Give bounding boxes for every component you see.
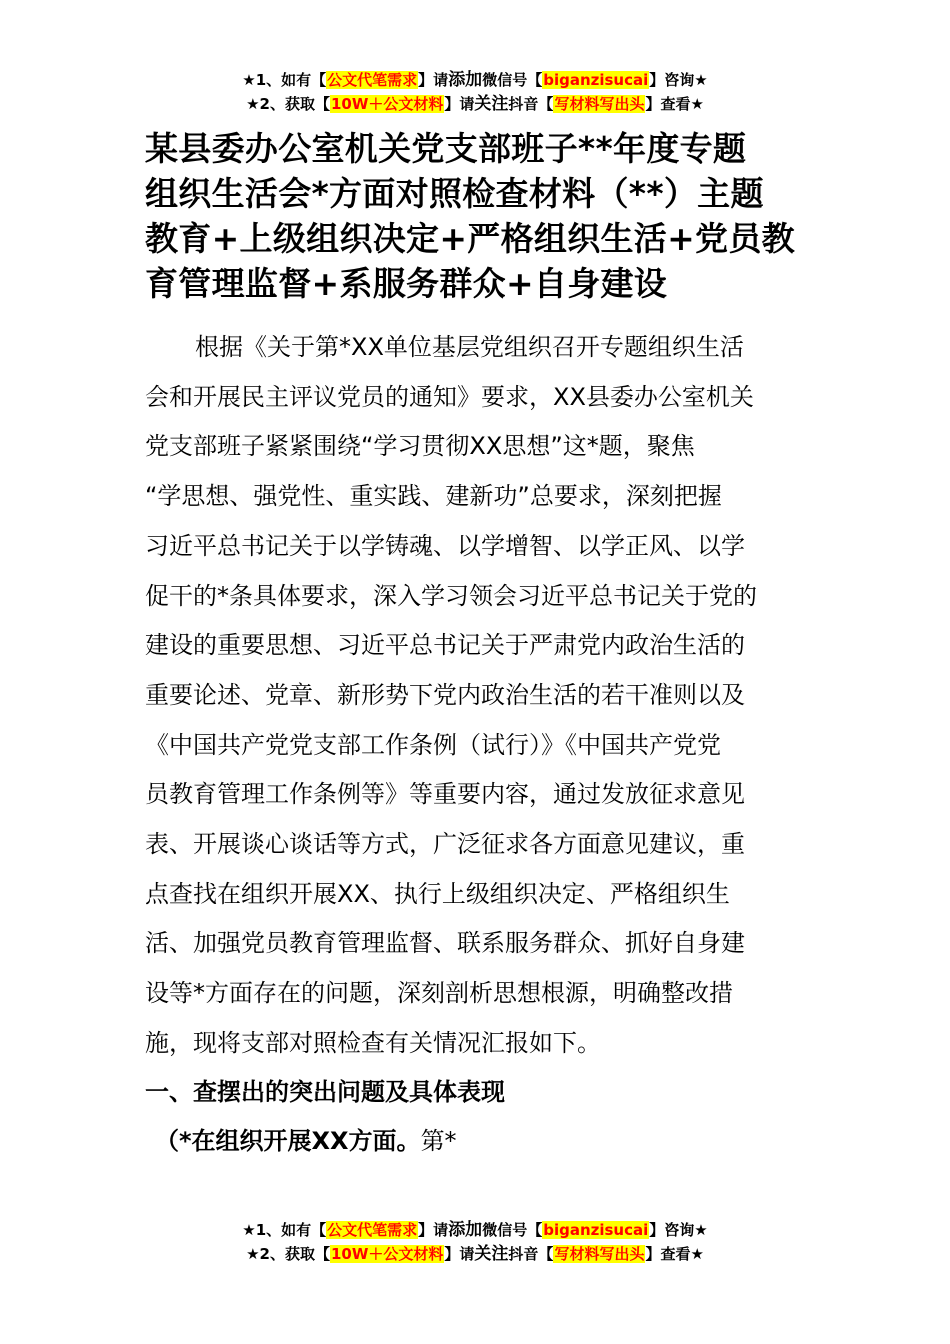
body-line: 表、开展谈心谈话等方式，广泛征求各方面意见建议，重 <box>145 830 745 859</box>
banner-text: 】请 <box>444 95 475 113</box>
body-line: 会和开展民主评议党员的通知》要求，XX县委办公室机关 <box>145 382 754 411</box>
banner-text: 抖音【 <box>508 95 554 113</box>
body-line: 习近平总书记关于以学铸魂、以学增智、以学正风、以学 <box>145 531 745 560</box>
banner-line-1 <box>0 1218 950 1242</box>
banner-highlight: 公文代笔需求 <box>327 71 418 89</box>
title-line: 某县委办公室机关党支部班子**年度专题 <box>145 129 747 168</box>
banner-text: ★1、如有【 <box>242 71 327 89</box>
banner-text: 】请 <box>444 1245 475 1263</box>
banner-text: 关注 <box>474 1244 509 1264</box>
banner-text: 添加 <box>448 1220 483 1240</box>
body-line: 活、加强党员教育管理监督、联系服务群众、抓好自身建 <box>145 929 745 958</box>
body-line: 促干的*条具体要求，深入学习领会习近平总书记关于党的 <box>145 581 757 610</box>
banner-text: 】请 <box>418 1221 449 1239</box>
banner-text: 】咨询★ <box>649 71 708 89</box>
body-paragraph <box>145 323 805 1069</box>
banner-text: 】查看★ <box>645 1245 704 1263</box>
body-line: 设等*方面存在的问题，深刻剖析思想根源，明确整改措 <box>145 979 733 1008</box>
banner-text: ★1、如有【 <box>242 1221 327 1239</box>
body-line: 员教育管理工作条例等》等重要内容，通过发放征求意见 <box>145 780 745 809</box>
body-line: 建设的重要思想、习近平总书记关于严肃党内政治生活的 <box>145 631 745 660</box>
banner-text: 】请 <box>418 71 449 89</box>
body-line: 根据《关于第*XX单位基层党组织召开专题组织生活 <box>195 333 744 361</box>
body-line: 点查找在组织开展XX、执行上级组织决定、严格组织生 <box>145 879 730 908</box>
title-line: 组织生活会*方面对照检查材料（**）主题 <box>145 174 764 213</box>
banner-text: 】咨询★ <box>649 1221 708 1239</box>
banner-highlight: 10W＋公文材料 <box>330 95 444 113</box>
wechat-id-highlight: biganzisucai <box>543 71 649 89</box>
banner-line-2 <box>0 1242 950 1266</box>
banner-text: 添加 <box>448 70 483 90</box>
bottom-banner <box>0 1218 950 1266</box>
banner-text: 微信号【 <box>482 71 543 89</box>
douyin-highlight: 写材料写出头 <box>554 95 645 113</box>
body-line: 施，现将支部对照检查有关情况汇报如下。 <box>145 1028 601 1057</box>
wechat-id-highlight: biganzisucai <box>543 1221 649 1239</box>
banner-highlight: 公文代笔需求 <box>327 1221 418 1239</box>
top-banner <box>0 68 950 116</box>
banner-text: 抖音【 <box>508 1245 554 1263</box>
document-title <box>145 126 805 306</box>
banner-line-2 <box>0 92 950 116</box>
banner-text: ★2、获取【 <box>246 95 330 113</box>
subsection-bold: （*在组织开展XX方面。 <box>155 1127 421 1155</box>
banner-text: 微信号【 <box>482 1221 543 1239</box>
banner-text: 关注 <box>474 94 509 114</box>
banner-line-1 <box>0 68 950 92</box>
section-heading: 一、查摆出的突出问题及具体表现 <box>145 1078 505 1106</box>
subsection-heading <box>155 1117 457 1166</box>
title-line: 育管理监督+系服务群众+自身建设 <box>145 264 668 303</box>
banner-text: 】查看★ <box>645 95 704 113</box>
banner-text: ★2、获取【 <box>246 1245 330 1263</box>
subsection-text: 第* <box>420 1127 457 1155</box>
title-line: 教育+上级组织决定+严格组织生活+党员教 <box>145 219 795 258</box>
body-line: 重要论述、党章、新形势下党内政治生活的若干准则以及 <box>145 680 745 709</box>
douyin-highlight: 写材料写出头 <box>554 1245 645 1263</box>
body-line: 《中国共产党党支部工作条例（试行）》《中国共产党党 <box>145 730 721 759</box>
banner-highlight: 10W＋公文材料 <box>330 1245 444 1263</box>
body-line: 党支部班子紧紧围绕“学习贯彻XX思想”这*题，聚焦 <box>145 432 695 461</box>
body-line: “学思想、强党性、重实践、建新功”总要求，深刻把握 <box>145 482 722 511</box>
